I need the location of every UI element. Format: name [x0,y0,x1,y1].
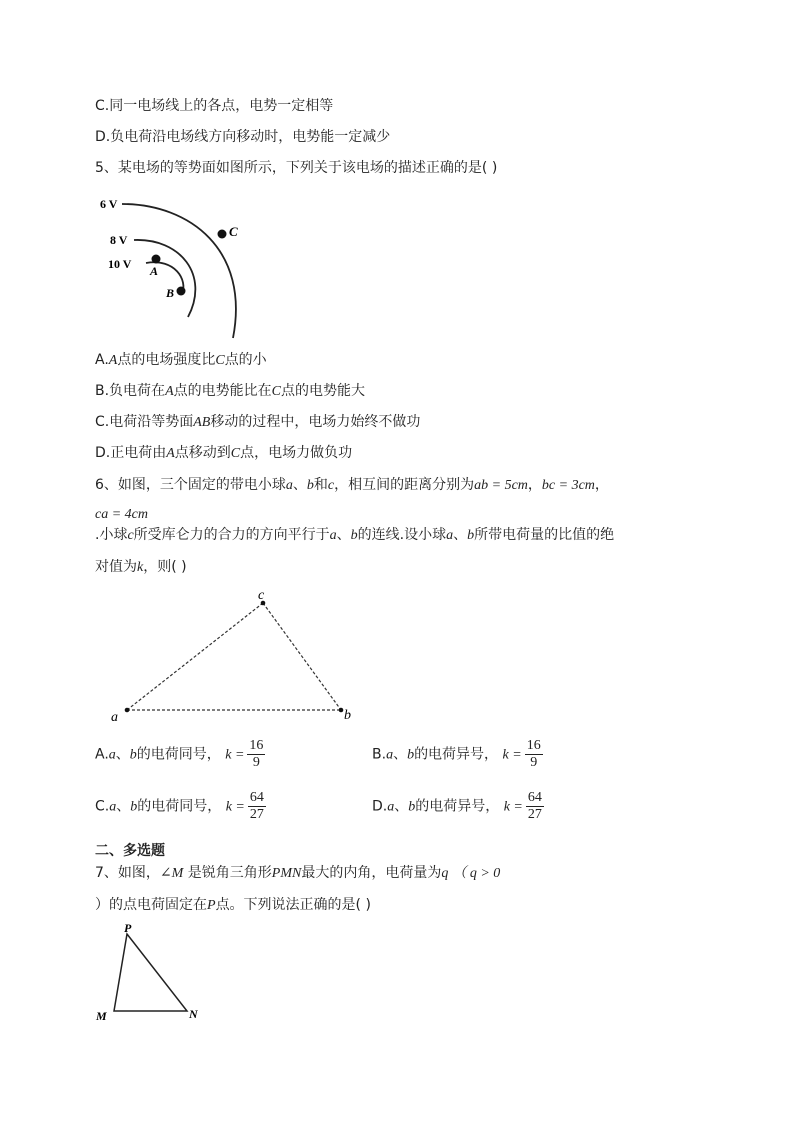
section-multiple-choice-heading: 二、多选题 [95,843,165,859]
q6-stem-line1: 6、如图，三个固定的带电小球a、b和c，相互间的距离分别为ab = 5cm，bc = 3cm， [95,477,609,493]
q6-option-a: A.a、b的电荷同号， k = $\frac{16}{9}$ [95,738,264,770]
point-a-dot [152,255,161,264]
arc-8v [134,240,195,317]
q4-option-c: C.同一电场线上的各点，电势一定相等 [95,98,334,114]
q6-option-d: D.a、b的电荷异号， k = $\frac{64}{27}$ [372,790,542,822]
side-cb [263,603,341,710]
q7-stem-line2: ）的点电荷固定在P点。下列说法正确的是( ) [95,897,371,913]
q4-option-d: D.负电荷沿电场线方向移动时，电势能一定减少 [95,129,391,145]
q6-option-b: B.a、b的电荷异号， k = $\frac{16}{9}$ [372,738,541,770]
label-10v: 10 V [108,257,132,271]
label-6v: 6 V [100,197,118,211]
q6-stem-line3: 对值为k，则( ) [95,559,187,575]
q7-stem-line1: 7、如图，∠M 是锐角三角形PMN最大的内角，电荷量为q （ q > 0 [95,865,501,881]
label-point-a: A [150,264,159,278]
q5-option-d: D.正电荷由A点移动到C点，电场力做负功 [95,445,353,461]
q5-stem: 5、某电场的等势面如图所示，下列关于该电场的描述正确的是( ) [95,160,498,176]
label-point-c: C [229,224,238,239]
q5-equipotential-figure [90,190,260,340]
point-a-dot [125,708,130,713]
q5-option-c: C.电荷沿等势面AB移动的过程中，电场力始终不做功 [95,414,421,430]
label-8v: 8 V [110,233,128,247]
label-c: c [258,588,265,603]
q5-option-a: A.A点的电场强度比C点的小 [95,352,267,368]
triangle-pmn [114,934,187,1011]
point-b-dot [339,708,344,713]
point-c-dot [218,230,227,239]
q7-triangle-figure [90,918,220,1028]
label-a: a [111,710,118,725]
q5-option-b: B.负电荷在A点的电势能比在C点的电势能大 [95,383,365,399]
label-point-b: B [166,286,175,300]
q6-stem-line2: .小球c所受库仑力的合力的方向平行于a、b的连线.设小球a、b所带电荷量的比值的绝 [95,527,615,543]
label-m: M [96,1009,107,1023]
label-n: N [189,1007,198,1021]
label-b: b [344,708,351,723]
side-ac [127,603,263,710]
label-p: P [124,921,132,935]
arc-6v [122,204,236,338]
q6-option-c: C.a、b的电荷同号， k = $\frac{64}{27}$ [95,790,264,822]
q6-triangle-figure [100,585,370,725]
q6-ca-distance: ca = 4cm [95,507,148,522]
point-b-dot [177,287,186,296]
